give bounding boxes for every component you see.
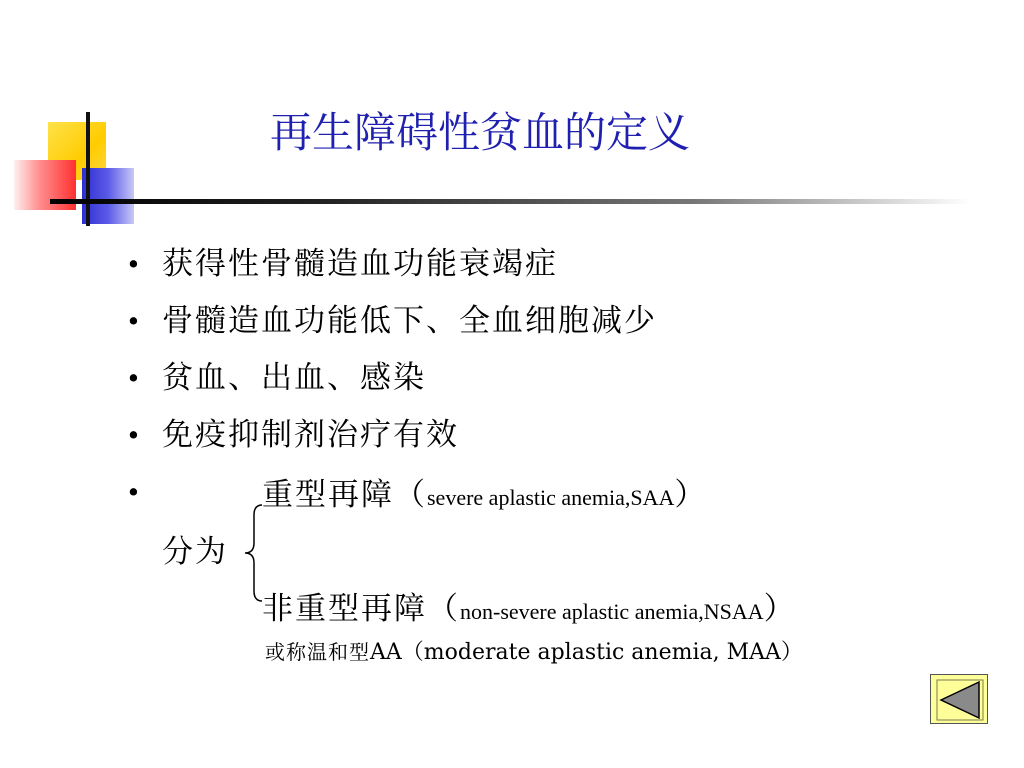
title-underline [50,199,970,204]
bullet-item: • 获得性骨髓造血功能衰竭症 [128,242,657,299]
decor-vertical-line [86,112,90,226]
previous-slide-button[interactable] [930,674,988,724]
severe-aa-english: severe aplastic anemia,SAA [427,485,675,510]
classification-label: 分为 [162,534,228,570]
moderate-aa-chinese: 或称温和型 [265,640,370,664]
bullet-item: • 贫血、出血、感染 [128,356,657,413]
severe-aa-chinese: 重型再障（ [262,477,427,513]
triangle-left-icon [931,675,989,725]
moderate-aa-line [265,636,803,669]
moderate-aa-english: AA（moderate aplastic anemia, MAA） [370,640,803,665]
bullet-marker: • [128,474,139,509]
severe-aa-line [262,473,707,520]
slide-title: 再生障碍性贫血的定义 [270,108,691,157]
bullet-item: • 骨髓造血功能低下、全血细胞减少 [128,299,657,356]
nonsevere-aa-chinese: 非重型再障（ [262,591,460,627]
nonsevere-aa-line [262,587,797,634]
bullet-list [128,242,657,470]
severe-aa-close: ） [674,477,708,513]
nonsevere-aa-close: ） [763,591,797,627]
curly-brace [242,503,264,603]
nonsevere-aa-english: non-severe aplastic anemia,NSAA [460,599,764,624]
bullet-item: • 免疫抑制剂治疗有效 [128,413,657,470]
